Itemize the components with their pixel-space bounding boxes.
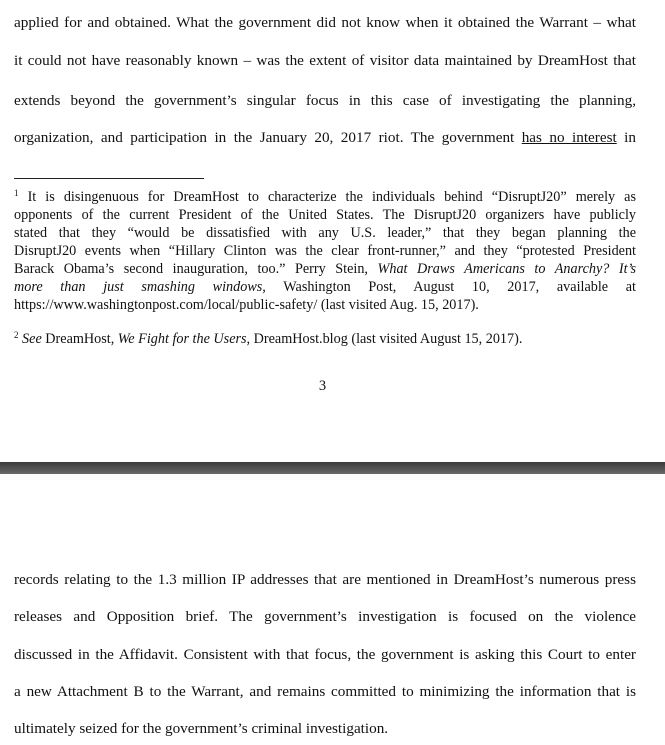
body-text-line: it could not have reasonably known – was the extent of visitor data maintained by DreamHost that (14, 52, 636, 69)
footnote-line: opponents of the current President of the United States. The DisruptJ20 organizers have publicly (14, 207, 636, 223)
body-text-segment: organization, and participation in the January 20, 2017 riot. The government (14, 129, 522, 146)
body-text-line: a new Attachment B to the Warrant, and remains committed to minimizing the information that is (14, 683, 636, 700)
footnote-line: stated that they “would be dissatisfied with any U.S. leader,” that they began planning the (14, 225, 636, 241)
page-number: 3 (318, 378, 327, 394)
body-text-line: records relating to the 1.3 million IP addresses that are mentioned in DreamHost’s numerous press (14, 571, 636, 588)
signal-word: See (18, 331, 42, 347)
footnote-text: , DreamHost.blog (last visited August 15, 2017). (246, 331, 523, 347)
footnote-line: https://www.washingtonpost.com/local/public-safety/ (last visited Aug. 15, 2017). (14, 297, 479, 313)
page-divider (0, 462, 665, 474)
footnote-line (14, 188, 636, 206)
body-text-line: applied for and obtained. What the government did not know when it obtained the Warrant – what (14, 14, 636, 31)
footnote-line (14, 278, 636, 296)
body-text-line (14, 129, 636, 147)
footnote-text: Washington Post, August 10, 2017, available at (265, 279, 636, 295)
footnote-marker: 1 (14, 188, 19, 198)
footnote-text: It is disingenuous for DreamHost to characterize the individuals behind “DisruptJ20” merely as (18, 189, 636, 205)
footnote-line (14, 330, 636, 348)
body-text-line: releases and Opposition brief. The government’s investigation is focused on the violence (14, 608, 636, 625)
footnote-separator (14, 178, 204, 179)
body-text-line: extends beyond the government’s singular focus in this case of investigating the planning, (14, 92, 636, 109)
body-text-segment: in (616, 129, 636, 146)
page-4 (0, 474, 665, 745)
footnote-marker: 2 (14, 330, 19, 340)
footnote-line: DisruptJ20 events when “Hillary Clinton was the clear front-runner,” and they “protested President (14, 243, 636, 259)
article-title: more than just smashing windows, (14, 279, 266, 295)
footnote-2 (14, 330, 636, 348)
footnote-1 (14, 188, 636, 314)
underlined-phrase: has no interest (521, 129, 617, 146)
body-text-line: discussed in the Affidavit. Consistent with that focus, the government is asking this Court to enter (14, 646, 636, 663)
blog-title: We Fight for the Users (117, 331, 247, 347)
article-title: What Draws Americans to Anarchy? It’s (377, 261, 636, 277)
footnote-line (14, 260, 636, 278)
footnote-text: Barack Obama’s second inauguration, too.” Perry Stein, (14, 261, 378, 277)
body-text-line: ultimately seized for the government’s criminal investigation. (14, 720, 389, 737)
footnote-text: DreamHost, (41, 331, 118, 347)
